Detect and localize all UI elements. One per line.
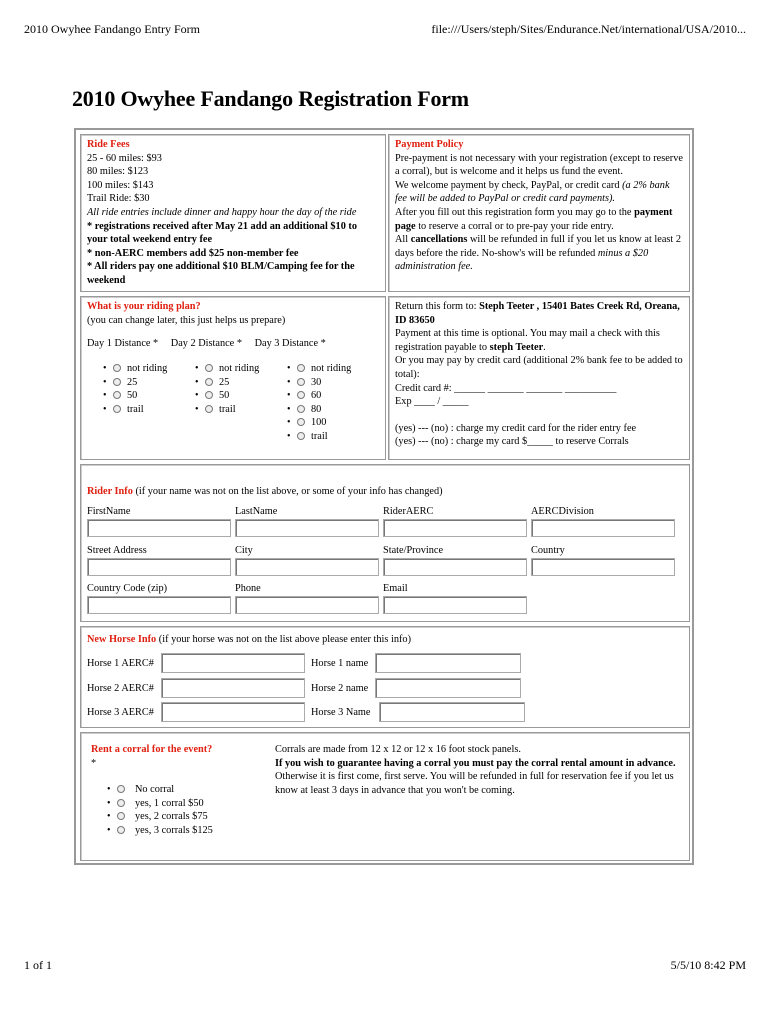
label-horse2-name: Horse 2 name bbox=[311, 683, 369, 694]
payment-page-link[interactable]: payment page bbox=[395, 206, 673, 232]
day-labels bbox=[87, 337, 326, 351]
firstname-input[interactable] bbox=[87, 519, 231, 537]
radio-button[interactable] bbox=[297, 391, 305, 399]
fee-line: 25 - 60 miles: $93 bbox=[87, 152, 162, 164]
radio-button[interactable] bbox=[117, 799, 125, 807]
radio-button[interactable] bbox=[113, 391, 121, 399]
print-footer-page: 1 of 1 bbox=[24, 958, 52, 972]
radio-option[interactable]: • yes, 1 corral $50 bbox=[107, 797, 213, 811]
radio-button[interactable] bbox=[297, 432, 305, 440]
radio-button[interactable] bbox=[297, 418, 305, 426]
horse1-name-input[interactable] bbox=[375, 653, 521, 673]
day3-options bbox=[287, 362, 351, 444]
radio-button[interactable] bbox=[117, 826, 125, 834]
radio-option[interactable]: • not riding bbox=[195, 362, 259, 376]
phone-input[interactable] bbox=[235, 596, 379, 614]
radio-option[interactable]: • not riding bbox=[287, 362, 351, 376]
fee-line: 80 miles: $123 bbox=[87, 166, 149, 178]
riding-plan-panel bbox=[80, 296, 386, 460]
label-state: State/Province bbox=[383, 545, 444, 556]
day1-label: Day 1 Distance * bbox=[87, 338, 159, 349]
corral-panel bbox=[80, 732, 690, 861]
corral-required-mark: * bbox=[91, 758, 97, 769]
radio-button[interactable] bbox=[113, 364, 121, 372]
credit-card-number: Credit card #: ______ _______ _______ __________ bbox=[395, 382, 617, 394]
radio-option[interactable]: • not riding bbox=[103, 362, 167, 376]
radio-option[interactable]: • trail bbox=[195, 403, 259, 417]
fee-bold-note: * registrations received after May 21 add an additional $10 to your total weekend entry fee bbox=[87, 220, 357, 246]
radio-button[interactable] bbox=[113, 405, 121, 413]
radio-button[interactable] bbox=[205, 378, 213, 386]
radio-option[interactable]: • yes, 2 corrals $75 bbox=[107, 810, 213, 824]
radio-button[interactable] bbox=[205, 405, 213, 413]
city-input[interactable] bbox=[235, 558, 379, 576]
registration-form bbox=[74, 128, 694, 865]
corral-info-text: Otherwise it is first come, first serve. You will be refunded in full for reservation fee if you let us know at least 3 days in advance that you won't be coming. bbox=[275, 771, 674, 796]
horse3-aerc-input[interactable] bbox=[161, 702, 305, 722]
aercdivision-input[interactable] bbox=[531, 519, 675, 537]
policy-text: We welcome payment by check, PayPal, or credit card (a 2% bank fee will be added to PayPal or credit card payments). bbox=[395, 179, 670, 205]
radio-option[interactable]: • No corral bbox=[107, 783, 213, 797]
radio-button[interactable] bbox=[117, 785, 125, 793]
radio-option[interactable]: • trail bbox=[103, 403, 167, 417]
label-street: Street Address bbox=[87, 545, 147, 556]
radio-option[interactable]: • trail bbox=[287, 430, 351, 444]
fee-line: 100 miles: $143 bbox=[87, 179, 154, 191]
day2-options bbox=[195, 362, 259, 416]
policy-text: After you fill out this registration form you may go to the payment page to reserve a corral or to pre-pay your ride entry. bbox=[395, 206, 673, 232]
ride-fees-heading: Ride Fees bbox=[87, 139, 130, 150]
zip-input[interactable] bbox=[87, 596, 231, 614]
fee-bold-note: * non-AERC members add $25 non-member fee bbox=[87, 247, 299, 259]
label-country: Country bbox=[531, 545, 565, 556]
day2-label: Day 2 Distance * bbox=[170, 338, 242, 349]
street-input[interactable] bbox=[87, 558, 231, 576]
radio-button[interactable] bbox=[205, 391, 213, 399]
print-footer-date: 5/5/10 8:42 PM bbox=[670, 958, 746, 972]
horse2-name-input[interactable] bbox=[375, 678, 521, 698]
radio-button[interactable] bbox=[297, 378, 305, 386]
ride-fees-panel bbox=[80, 134, 386, 292]
radio-option[interactable]: • 50 bbox=[195, 389, 259, 403]
return-address: Return this form to: Steph Teeter , 15401 Bates Creek Rd, Oreana, ID 83650 bbox=[395, 301, 680, 326]
radio-button[interactable] bbox=[297, 364, 305, 372]
corral-info bbox=[275, 743, 685, 797]
radio-option[interactable]: • yes, 3 corrals $125 bbox=[107, 824, 213, 838]
label-firstname: FirstName bbox=[87, 506, 131, 517]
label-horse3-name: Horse 3 Name bbox=[311, 707, 371, 718]
policy-text: All cancellations will be refunded in full if you let us know at least 2 days before the ride. No-show's will be refunded minus a $20 administration fee. bbox=[395, 234, 682, 273]
state-input[interactable] bbox=[383, 558, 527, 576]
page-title: 2010 Owyhee Fandango Registration Form bbox=[72, 86, 469, 111]
fee-bold-note: * All riders pay one additional $10 BLM/Camping fee for the weekend bbox=[87, 261, 355, 286]
print-header-url: file:///Users/steph/Sites/Endurance.Net/international/USA/2010... bbox=[431, 22, 746, 36]
rider-info-title: Rider Info (if your name was not on the list above, or some of your info has changed) bbox=[87, 486, 443, 497]
label-horse2-aerc: Horse 2 AERC# bbox=[87, 683, 154, 694]
lastname-input[interactable] bbox=[235, 519, 379, 537]
print-header-title: 2010 Owyhee Fandango Entry Form bbox=[24, 22, 200, 36]
country-input[interactable] bbox=[531, 558, 675, 576]
label-email: Email bbox=[383, 583, 408, 594]
credit-card-note: Or you may pay by credit card (additional 2% bank fee to be added to total): bbox=[395, 355, 683, 380]
fee-note: All ride entries include dinner and happy hour the day of the ride bbox=[87, 206, 357, 218]
mail-check-note: Payment at this time is optional. You may mail a check with this registration payable to steph Teeter. bbox=[395, 328, 660, 353]
radio-option[interactable]: • 100 bbox=[287, 416, 351, 430]
email-input[interactable] bbox=[383, 596, 527, 614]
charge-corral-option: (yes) --- (no) : charge my card $_____ to reserve Corrals bbox=[395, 436, 629, 448]
radio-option[interactable]: • 80 bbox=[287, 403, 351, 417]
radio-option[interactable]: • 60 bbox=[287, 389, 351, 403]
policy-text: Pre-payment is not necessary with your registration (except to reserve a corral), but is welcome and it helps us fund the event. bbox=[395, 152, 683, 178]
label-horse1-name: Horse 1 name bbox=[311, 658, 369, 669]
credit-card-exp: Exp ____ / _____ bbox=[395, 396, 469, 408]
riding-plan-subtitle: (you can change later, this just helps us prepare) bbox=[87, 314, 286, 326]
label-phone: Phone bbox=[235, 583, 261, 594]
corral-heading: Rent a corral for the event? bbox=[91, 744, 213, 755]
corral-options bbox=[107, 783, 213, 837]
payment-policy-heading: Payment Policy bbox=[395, 139, 464, 150]
radio-option[interactable]: • 25 bbox=[195, 376, 259, 390]
horse2-aerc-input[interactable] bbox=[161, 678, 305, 698]
fee-line: Trail Ride: $30 bbox=[87, 193, 150, 205]
label-horse3-aerc: Horse 3 AERC# bbox=[87, 707, 154, 718]
radio-option[interactable]: • 30 bbox=[287, 376, 351, 390]
riding-plan-heading: What is your riding plan? bbox=[87, 301, 201, 312]
mail-payment-panel bbox=[388, 296, 690, 460]
label-city: City bbox=[235, 545, 253, 556]
horse-info-title: New Horse Info (if your horse was not on the list above please enter this info) bbox=[87, 634, 412, 645]
radio-button[interactable] bbox=[297, 405, 305, 413]
label-aercdivision: AERCDivision bbox=[531, 506, 594, 517]
payment-policy-panel bbox=[388, 134, 690, 292]
horse-info-panel bbox=[80, 626, 690, 728]
horse3-name-input[interactable] bbox=[379, 702, 525, 722]
radio-option[interactable]: • 50 bbox=[103, 389, 167, 403]
label-horse1-aerc: Horse 1 AERC# bbox=[87, 658, 154, 669]
label-lastname: LastName bbox=[235, 506, 278, 517]
horse1-aerc-input[interactable] bbox=[161, 653, 305, 673]
rideraerc-input[interactable] bbox=[383, 519, 527, 537]
label-zip: Country Code (zip) bbox=[87, 583, 168, 594]
charge-entry-option: (yes) --- (no) : charge my credit card for the rider entry fee bbox=[395, 422, 637, 434]
radio-button[interactable] bbox=[205, 364, 213, 372]
rider-info-panel bbox=[80, 464, 690, 622]
corral-info-text: If you wish to guarantee having a corral you must pay the corral rental amount in advance. bbox=[275, 757, 676, 769]
label-rideraerc: RiderAERC bbox=[383, 506, 434, 517]
day3-label: Day 3 Distance * bbox=[254, 338, 326, 349]
radio-option[interactable]: • 25 bbox=[103, 376, 167, 390]
day1-options bbox=[103, 362, 167, 416]
radio-button[interactable] bbox=[117, 812, 125, 820]
radio-button[interactable] bbox=[113, 378, 121, 386]
corral-info-text: Corrals are made from 12 x 12 or 12 x 16 foot stock panels. bbox=[275, 744, 521, 755]
